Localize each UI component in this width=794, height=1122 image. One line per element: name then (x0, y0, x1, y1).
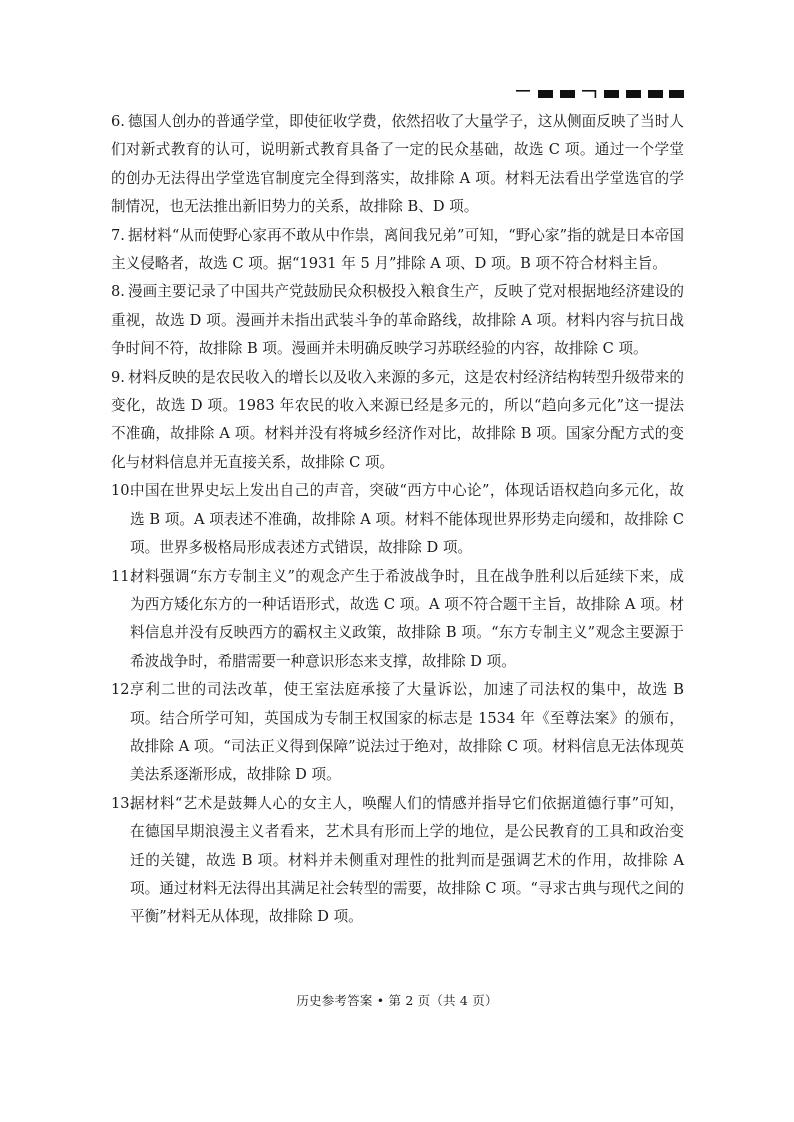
answer-number: 8. (111, 283, 125, 301)
answer-text: 漫画主要记录了中国共产党鼓励民众积极投入粮食生产，反映了党对根据地经济建设的重视，故选 D 项。漫画并未指出武装斗争的革命路线，故排除 A 项。材料内容与抗日战争时间不符，故排除 B 项。漫画并未明确反映学习苏联经验的内容，故排除 C 项。 (111, 283, 684, 358)
answer-text: 据材料“从而使野心家再不敢从中作祟，离间我兄弟”可知，“野心家”指的就是日本帝国主义侵略者，故选 C 项。据“1931 年 5 月”排除 A 项、D 项。B 项不符合材料主旨。 (111, 226, 684, 273)
answer-list (0, 108, 794, 932)
segmented-bar-mark-icon (516, 88, 684, 100)
answer-text: 据材料“艺术是鼓舞人心的女主人，唤醒人们的情感并指导它们依据道德行事”可知，在德国早期浪漫主义者看来，艺术具有形而上学的地位，是公民教育的工具和政治变迁的关键，故选 B 项。材料并未侧重对理性的批判而是强调艺术的作用，故排除 A 项。通过材料无法得出其满足社会转型的需要，故排除 C 项。“寻求古典与现代之间的平衡”材料无从体现，故排除 D 项。 (130, 794, 684, 926)
answer-number: 11. (111, 567, 135, 585)
answer-text: 中国在世界史坛上发出自己的声音，突破“西方中心论”，体现话语权趋向多元化，故选 B 项。A 项表述不准确，故排除 A 项。材料不能体现世界形势走向缓和，故排除 C 项。世界多极格局形成表述方式错误，故排除 D 项。 (130, 482, 684, 557)
answer-number: 12. (111, 681, 135, 699)
answer-item-13 (0, 790, 794, 932)
answer-item-6 (0, 108, 794, 222)
page-footer: 历史参考答案 • 第 2 页（共 4 页） (296, 993, 498, 1008)
answer-text: 德国人创办的普通学堂，即使征收学费，依然招收了大量学子，这从侧面反映了当时人们对新式教育的认可，说明新式教育具备了一定的民众基础，故选 C 项。通过一个学堂的创办无法得出学堂选官制度完全得到落实，故排除 A 项。材料无法看出学堂选官的学制情况，也无法推出新旧势力的关系，故排除 B、D 项。 (111, 113, 684, 216)
answer-text: 材料反映的是农民收入的增长以及收入来源的多元，这是农村经济结构转型升级带来的变化，故选 D 项。1983 年农民的收入来源已经是多元的，所以“趋向多元化”这一提法不准确，故排除 A 项。材料并没有将城乡经济作对比，故排除 B 项。国家分配方式的变化与材料信息并无直接关系，故排除 C 项。 (111, 368, 684, 471)
answer-text: 亨利二世的司法改革，使王室法庭承接了大量诉讼，加速了司法权的集中，故选 B 项。结合所学可知，英国成为专制王权国家的标志是 1534 年《至尊法案》的颁布，故排除 A 项。“司法正义得到保障”说法过于绝对，故排除 C 项。材料信息无法体现英美法系逐渐形成，故排除 D 项。 (130, 681, 684, 784)
header-mark-graphic (516, 88, 684, 100)
answer-number: 7. (111, 226, 125, 244)
answer-number: 6. (111, 113, 125, 130)
answer-number: 13. (111, 794, 135, 812)
answer-item-7 (0, 222, 794, 279)
answer-item-11 (0, 563, 794, 677)
answer-item-10 (0, 477, 794, 562)
answer-text: 材料强调“东方专制主义”的观念产生于希波战争时，且在战争胜利以后延续下来，成为西方矮化东方的一种话语形式，故选 C 项。A 项不符合题干主旨，故排除 A 项。材料信息并没有反映西方的霸权主义政策，故排除 B 项。“东方专制主义”观念主要源于希波战争时，希腊需要一种意识形态来支撑，故排除 D 项。 (130, 567, 684, 670)
answer-item-9 (0, 364, 794, 478)
answer-number: 10. (111, 482, 135, 500)
answer-item-8 (0, 278, 794, 363)
answer-item-12 (0, 676, 794, 790)
answer-number: 9. (111, 368, 125, 386)
